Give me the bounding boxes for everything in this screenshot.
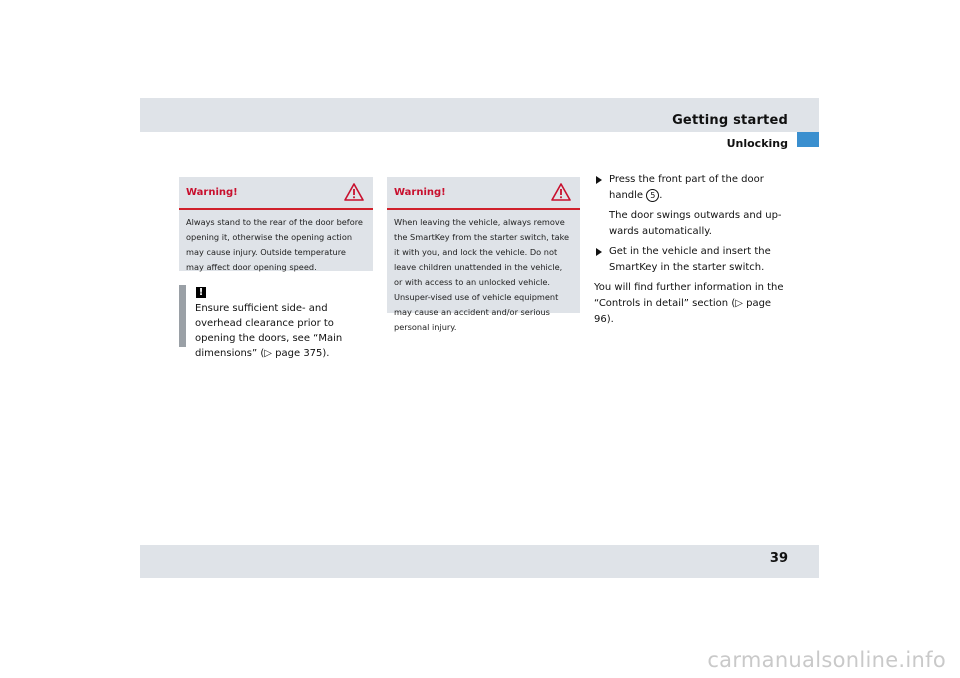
callout-number: 5	[646, 189, 659, 202]
further-info-page-reference[interactable]: page 96).	[594, 298, 772, 325]
section-title: Getting started	[672, 113, 788, 128]
instruction-step	[594, 244, 794, 276]
subsection-title: Unlocking	[726, 137, 788, 150]
warning-text: Always stand to the rear of the door before opening it, otherwise the opening action may cause injury. Outside temperature may affect door opening speed.	[186, 217, 363, 272]
step-arrow-icon	[596, 248, 602, 256]
warning-header	[387, 177, 580, 210]
further-info-text: You will find further information in the “Controls in detail” section (	[594, 282, 784, 309]
section-tab-marker	[797, 132, 819, 147]
step-text: Get in the vehicle and insert the SmartKey in the starter switch.	[609, 246, 771, 273]
warning-title: Warning!	[186, 187, 238, 198]
step-result: The door swings outwards and up-wards automatically.	[609, 210, 782, 237]
instruction-step	[594, 172, 794, 204]
warning-triangle-icon	[551, 183, 571, 201]
page-ref-arrow-icon: ▷	[735, 298, 743, 309]
step-text-end: .	[659, 190, 663, 201]
page-number: 39	[769, 551, 788, 566]
note-text-main: Ensure sufficient side- and overhead clearance prior to opening the doors, see “Main dimensions” (	[195, 303, 343, 359]
page-ref-arrow-icon: ▷	[264, 348, 272, 359]
step-arrow-icon	[596, 176, 602, 184]
warning-box-left	[179, 177, 373, 271]
footer-band	[140, 545, 819, 578]
further-info-paragraph	[594, 280, 794, 328]
step-text: Press the front part of the door handle	[609, 174, 764, 201]
exclamation-icon: !	[196, 287, 206, 298]
warning-text: When leaving the vehicle, always remove the SmartKey from the starter switch, take it with you, and lock the vehicle. Do not leave children unattended in the vehicle, or with access to an unlocked vehicle. Unsuper-vised use of vehicle equipment may cause an accident and/or serious personal injury.	[394, 217, 570, 332]
warning-header	[179, 177, 373, 210]
note-text	[195, 301, 375, 361]
warning-title: Warning!	[394, 187, 446, 198]
warning-triangle-icon	[344, 183, 364, 201]
note-box	[179, 285, 373, 359]
warning-box-middle	[387, 177, 580, 332]
note-side-bar	[179, 285, 186, 347]
note-page-reference[interactable]: page 375).	[271, 348, 330, 359]
instructions-column	[594, 172, 794, 328]
watermark: carmanualsonline.info	[707, 648, 946, 672]
